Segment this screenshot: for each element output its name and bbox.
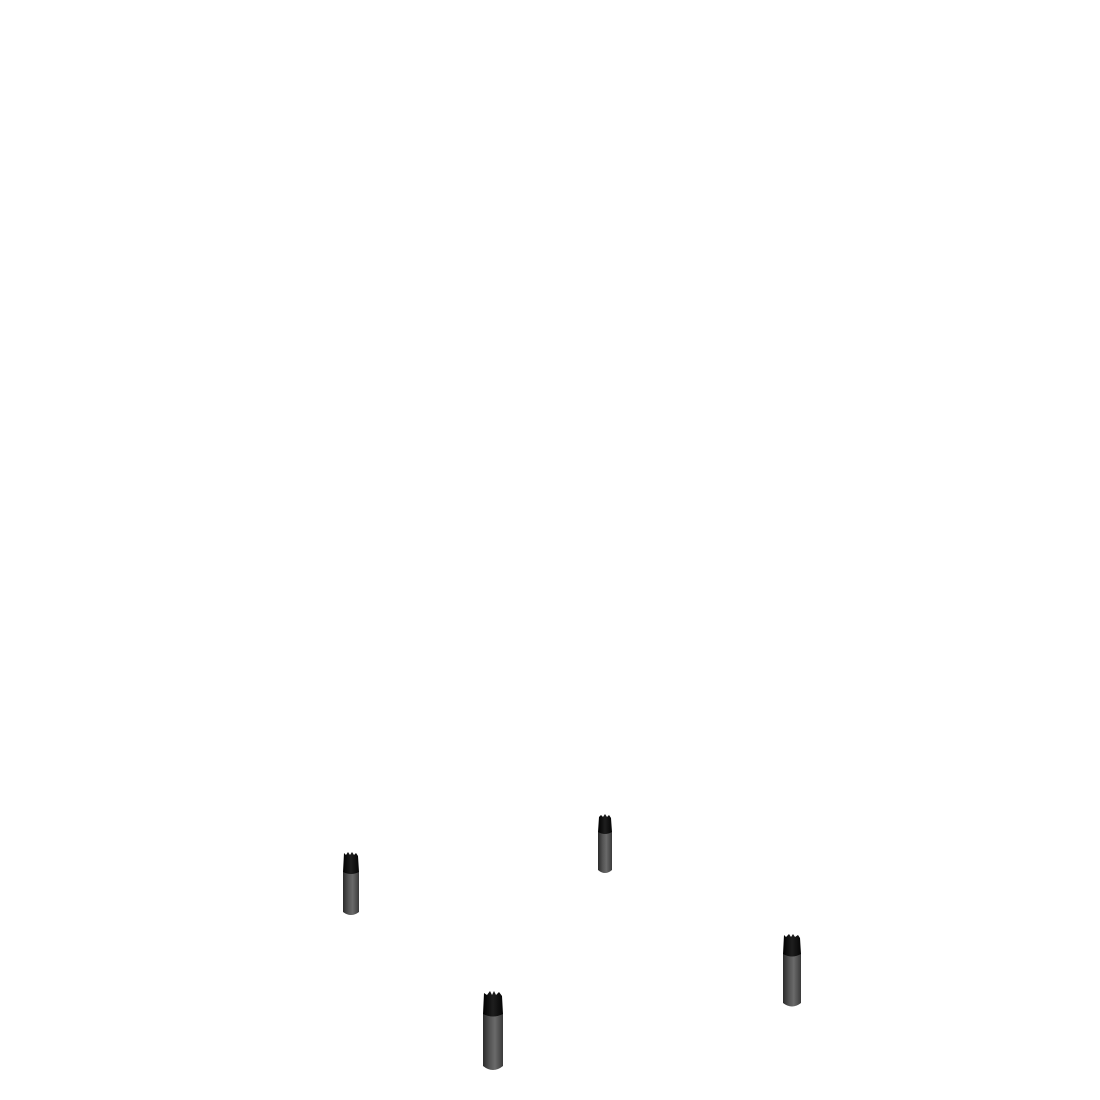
post-center-front-body <box>483 1014 503 1070</box>
post-center-front-cap <box>483 991 503 1017</box>
post-left <box>343 852 359 915</box>
post-right <box>783 934 801 1007</box>
post-center-back-cap <box>598 814 612 834</box>
post-left-body <box>343 872 359 915</box>
post-right-body <box>783 954 801 1007</box>
post-right-cap <box>783 934 801 957</box>
post-center-back-body <box>598 832 612 873</box>
post-left-cap <box>343 852 359 874</box>
post-center-back <box>598 814 612 873</box>
post-center-front <box>483 991 503 1070</box>
